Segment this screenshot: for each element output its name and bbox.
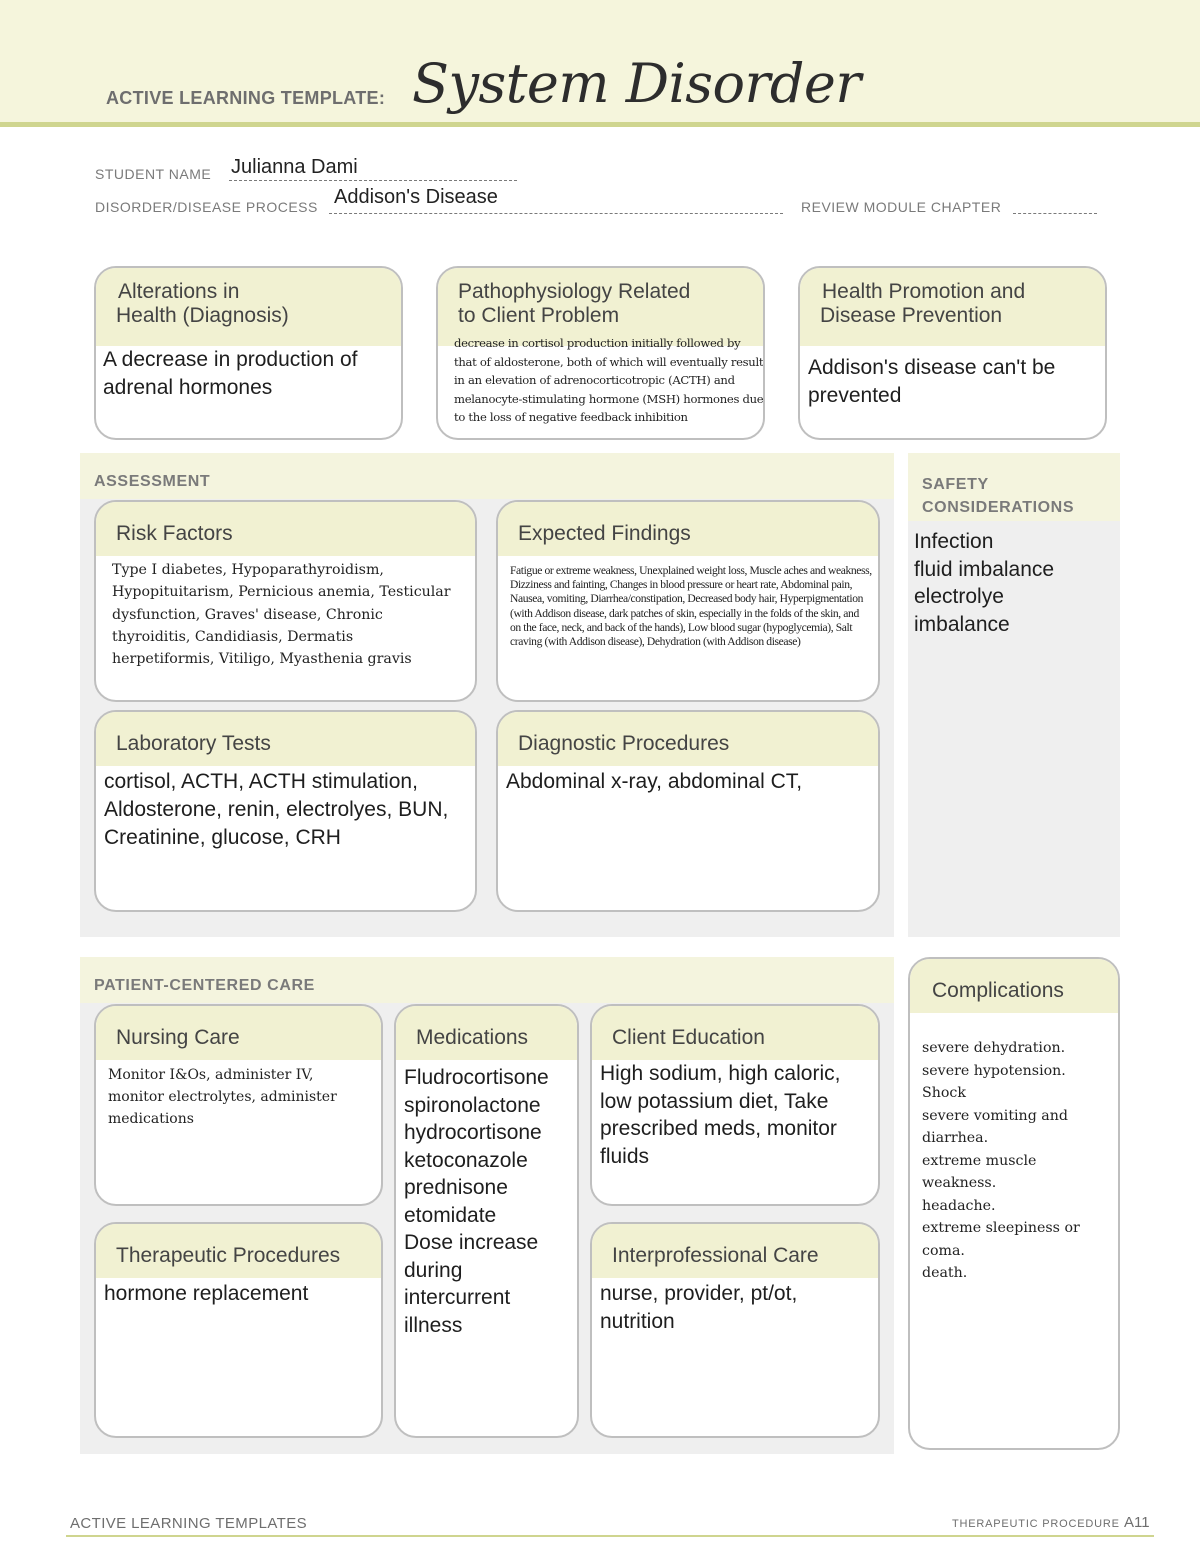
medication-item: prednisone	[404, 1176, 508, 1199]
complications-box	[908, 957, 1120, 1450]
template-label: ACTIVE LEARNING TEMPLATE:	[106, 88, 386, 108]
footer-page-number: A11	[1124, 1514, 1150, 1531]
alterations-title-line2: Health (Diagnosis)	[116, 304, 289, 327]
footer-left: ACTIVE LEARNING TEMPLATES	[70, 1515, 307, 1532]
pathophysiology-title-line1: Pathophysiology Related	[458, 280, 691, 303]
header-rule	[0, 122, 1200, 127]
complications-title: Complications	[932, 979, 1064, 1002]
medication-item: ketoconazole	[404, 1148, 528, 1172]
medication-item: etomidate	[404, 1203, 497, 1227]
interprofessional-care-header	[592, 1224, 878, 1278]
safety-title-line1: SAFETY	[922, 476, 989, 493]
complication-item: severe dehydration.	[922, 1040, 1066, 1056]
diagnostic-procedures-box	[496, 710, 880, 912]
laboratory-tests-box	[94, 710, 477, 912]
risk-factors-box	[94, 500, 477, 702]
complications-header	[910, 959, 1118, 1013]
safety-item: electrolye	[914, 585, 1004, 608]
medication-item: hydrocortisone	[404, 1121, 542, 1144]
medications-box	[394, 1004, 579, 1438]
alterations-text[interactable]: A decrease in production of adrenal hormones	[103, 348, 358, 399]
laboratory-tests-title: Laboratory Tests	[116, 732, 271, 755]
expected-findings-text[interactable]: Fatigue or extreme weakness, Unexplained weight loss, Muscle aches and weakness, Dizziness and fainting, Changes in blood pressure or heart rate, Abdominal pain, Nausea, vomiting, Diarrhea/constipation, Decreased body hair, Hyperpigmentation (with Addison disease, dark patches of skin, especially in the folds of the skin, and on the face, neck, and back of the hands), Low blood sugar (hypoglycemia), Salt craving (with Addison disease), Dehydration (with Addison disease)	[510, 564, 872, 649]
client-education-title: Client Education	[612, 1026, 765, 1049]
health-promotion-title-line2: Disease Prevention	[820, 304, 1003, 327]
health-promotion-text[interactable]: Addison's disease can't be prevented	[808, 356, 1056, 407]
laboratory-tests-header	[96, 712, 475, 766]
complication-item: death.	[922, 1265, 968, 1281]
medication-item: spironolactone	[404, 1093, 541, 1117]
medication-item: Fludrocortisone	[404, 1066, 549, 1089]
pathophysiology-title-line2: to Client Problem	[458, 304, 620, 327]
complication-item: Shock	[922, 1085, 966, 1101]
complication-item: extreme sleepiness or coma.	[922, 1220, 1080, 1259]
safety-item: Infection	[914, 530, 994, 553]
client-education-header	[592, 1006, 878, 1060]
pathophysiology-box	[436, 266, 765, 440]
patient-care-section-title: PATIENT-CENTERED CARE	[94, 977, 315, 994]
laboratory-tests-text[interactable]: cortisol, ACTH, ACTH stimulation, Aldosterone, renin, electrolyes, BUN, Creatinine, glucose, CRH	[104, 770, 449, 849]
interprofessional-care-title: Interprofessional Care	[612, 1244, 819, 1267]
safety-panel	[908, 453, 1120, 937]
student-name-line	[229, 180, 517, 181]
therapeutic-procedures-title: Therapeutic Procedures	[116, 1244, 341, 1267]
risk-factors-title: Risk Factors	[116, 522, 233, 545]
nursing-care-title: Nursing Care	[116, 1026, 240, 1049]
nursing-care-header	[96, 1006, 381, 1060]
complication-item: headache.	[922, 1197, 996, 1214]
student-name-label: STUDENT NAME	[95, 166, 212, 182]
expected-findings-box	[496, 500, 880, 702]
alterations-box	[94, 266, 403, 440]
footer-right-label: THERAPEUTIC PROCEDURE	[952, 1518, 1120, 1530]
expected-findings-title: Expected Findings	[518, 522, 691, 545]
disorder-label: DISORDER/DISEASE PROCESS	[95, 199, 318, 215]
safety-title-line2: CONSIDERATIONS	[922, 499, 1075, 516]
medication-item: Dose increase during intercurrent illness	[404, 1231, 539, 1337]
therapeutic-procedures-header	[96, 1224, 381, 1278]
health-promotion-box	[798, 266, 1107, 440]
review-chapter-field[interactable]	[1013, 213, 1097, 214]
therapeutic-procedures-text[interactable]: hormone replacement	[104, 1282, 309, 1305]
interprofessional-care-text[interactable]: nurse, provider, pt/ot, nutrition	[600, 1282, 798, 1333]
student-name-field[interactable]: Julianna Dami	[231, 156, 358, 178]
safety-title	[922, 473, 1074, 519]
diagnostic-procedures-title: Diagnostic Procedures	[518, 732, 730, 755]
diagnostic-procedures-text[interactable]: Abdominal x-ray, abdominal CT,	[506, 770, 803, 793]
interprofessional-care-box	[590, 1222, 880, 1438]
risk-factors-text[interactable]: Type I diabetes, Hypoparathyroidism, Hypopituitarism, Pernicious anemia, Testicular dysfunction, Graves' disease, Chronic thyroiditis, Candidiasis, Dermatis herpetiformis, Vitiligo, Myasthenia gravis	[112, 562, 451, 668]
complication-item: severe vomiting and diarrhea.	[922, 1107, 1068, 1146]
therapeutic-procedures-box	[94, 1222, 383, 1438]
template-title: System Disorder	[412, 52, 861, 115]
complication-item: extreme muscle weakness.	[922, 1152, 1037, 1191]
medications-header	[396, 1006, 577, 1060]
medications-list[interactable]	[396, 1060, 577, 1339]
footer-rule	[66, 1535, 1154, 1537]
risk-factors-header	[96, 502, 475, 556]
pathophysiology-text[interactable]: decrease in cortisol production initially followed by that of aldosterone, both of which will eventually result in an elevation of adrenocorticotropic (ACTH) and melanocyte-stimulating hormone (MSH) hormones due to the loss of negative feedback inhibition	[454, 336, 764, 424]
disorder-line	[329, 213, 783, 214]
disorder-field[interactable]: Addison's Disease	[334, 186, 498, 208]
assessment-section-title: ASSESSMENT	[94, 473, 211, 490]
safety-item: fluid imbalance	[914, 557, 1055, 581]
health-promotion-title-line1: Health Promotion and	[822, 280, 1026, 303]
alterations-title-line1: Alterations in	[118, 280, 240, 303]
health-promotion-header	[800, 268, 1105, 346]
nursing-care-text[interactable]: Monitor I&Os, administer IV, monitor electrolytes, administer medications	[108, 1067, 337, 1127]
diagnostic-procedures-header	[498, 712, 878, 766]
review-chapter-label: REVIEW MODULE CHAPTER	[801, 199, 1002, 215]
safety-item: imbalance	[914, 612, 1010, 636]
safety-list[interactable]	[914, 528, 1114, 638]
client-education-text[interactable]: High sodium, high caloric, low potassium diet, Take prescribed meds, monitor fluids	[600, 1062, 841, 1168]
complications-list[interactable]	[922, 1037, 1110, 1285]
complication-item: severe hypotension.	[922, 1062, 1066, 1079]
client-education-box	[590, 1004, 880, 1206]
nursing-care-box	[94, 1004, 383, 1206]
expected-findings-header	[498, 502, 878, 556]
alterations-header	[96, 268, 401, 346]
medications-title: Medications	[416, 1026, 529, 1049]
